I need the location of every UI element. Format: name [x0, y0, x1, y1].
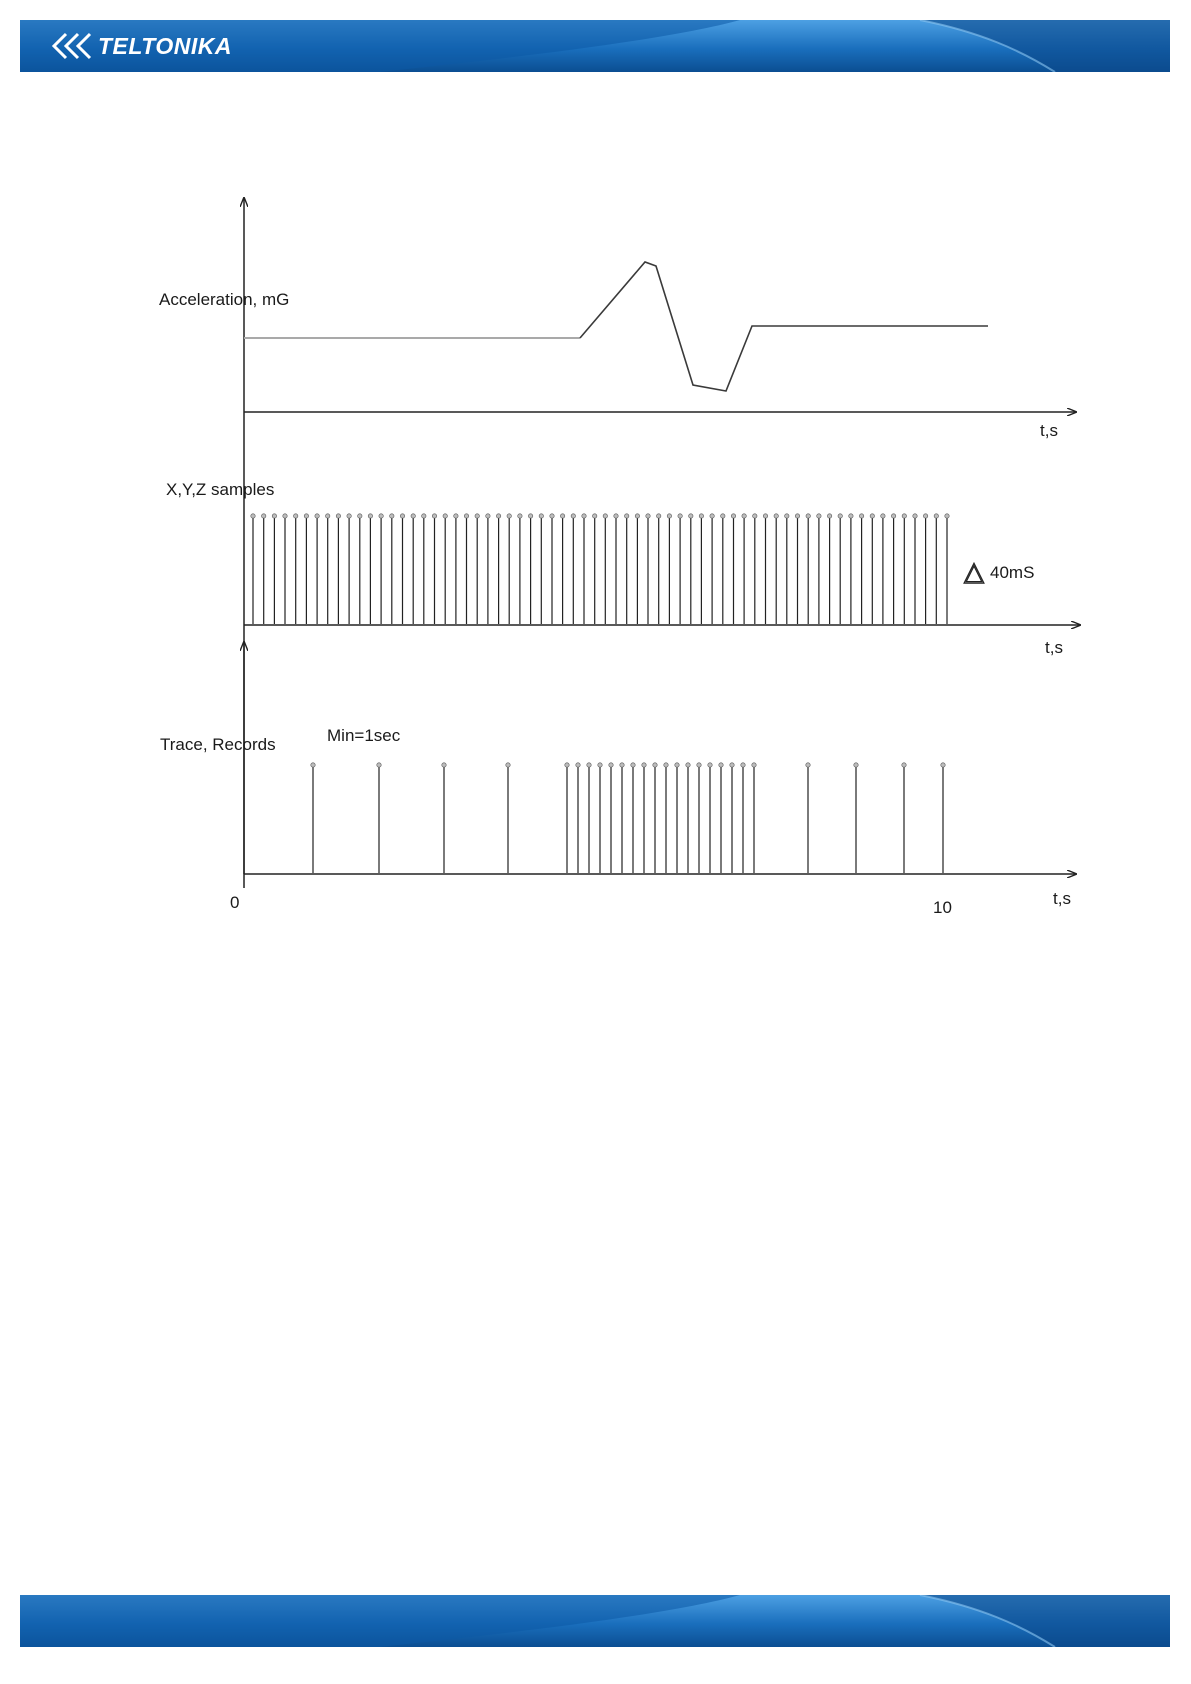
sample-stem-marker [432, 514, 436, 518]
sample-stem-marker [806, 514, 810, 518]
panel2-axis-label: t,s [1045, 638, 1063, 657]
sample-stem-marker [742, 514, 746, 518]
sample-stem-marker [347, 514, 351, 518]
sample-stem-marker [464, 514, 468, 518]
sample-stem-marker [379, 514, 383, 518]
sample-stem-marker [507, 514, 511, 518]
ten-seconds-tick-label: 10 [933, 898, 952, 917]
sample-stem-marker [368, 514, 372, 518]
record-stem-marker [741, 763, 745, 767]
min-interval-label: Min=1sec [327, 726, 401, 745]
record-stem-marker [598, 763, 602, 767]
sample-stem-marker [454, 514, 458, 518]
sample-stem-marker [550, 514, 554, 518]
sample-stem-marker [528, 514, 532, 518]
panel3-axis-label: t,s [1053, 889, 1071, 908]
sample-stem-marker [400, 514, 404, 518]
record-stem-marker [377, 763, 381, 767]
sample-stem-marker [870, 514, 874, 518]
record-stem-marker [609, 763, 613, 767]
sample-stem-marker [827, 514, 831, 518]
sample-stem-marker [272, 514, 276, 518]
record-stem-marker [653, 763, 657, 767]
sample-stem-marker [422, 514, 426, 518]
sample-stem-marker [721, 514, 725, 518]
sample-stem-marker [699, 514, 703, 518]
origin-tick-label: 0 [230, 893, 240, 912]
sample-stem-marker [443, 514, 447, 518]
sample-stem-marker [262, 514, 266, 518]
record-stem-marker [686, 763, 690, 767]
record-stem-marker [854, 763, 858, 767]
sample-stem-marker [817, 514, 821, 518]
sample-stem-marker [849, 514, 853, 518]
sample-stem-marker [913, 514, 917, 518]
sample-stem-marker [571, 514, 575, 518]
acceleration-peak-line [580, 262, 988, 391]
sample-stem-marker [774, 514, 778, 518]
sample-stem-marker [635, 514, 639, 518]
sample-stem-marker [881, 514, 885, 518]
panel1-axis-label: t,s [1040, 421, 1058, 440]
record-stem-marker [506, 763, 510, 767]
sample-stem-marker [358, 514, 362, 518]
record-stem-marker [730, 763, 734, 767]
sample-stem-marker [475, 514, 479, 518]
sample-interval-label: 40mS [990, 563, 1035, 582]
record-stem-marker [719, 763, 723, 767]
sample-stem-marker [625, 514, 629, 518]
acceleration-label: Acceleration, mG [159, 290, 290, 309]
record-stem-marker [708, 763, 712, 767]
sample-stem-marker [678, 514, 682, 518]
record-stem-marker [565, 763, 569, 767]
sample-stem-marker [582, 514, 586, 518]
sample-stem-marker [710, 514, 714, 518]
footer-band-graphic [20, 1595, 1170, 1647]
sample-stem-marker [614, 514, 618, 518]
record-stem-marker [806, 763, 810, 767]
sample-stem-marker [934, 514, 938, 518]
sample-stem-marker [411, 514, 415, 518]
record-stem-marker [311, 763, 315, 767]
sample-stem-marker [294, 514, 298, 518]
sample-stem-marker [593, 514, 597, 518]
sample-stem-marker [518, 514, 522, 518]
record-stem-marker [576, 763, 580, 767]
record-stem-marker [752, 763, 756, 767]
acceleration-panel [159, 262, 1076, 440]
sample-stem-marker [646, 514, 650, 518]
sample-stem-marker [859, 514, 863, 518]
sample-stem-marker [689, 514, 693, 518]
sample-stem-marker [304, 514, 308, 518]
sample-stem-marker [795, 514, 799, 518]
sample-stem-marker [560, 514, 564, 518]
sample-stem-marker [251, 514, 255, 518]
records-panel [160, 642, 1076, 917]
delta-icon: △ [964, 557, 984, 587]
sample-stem-marker [731, 514, 735, 518]
sample-stem-marker [336, 514, 340, 518]
record-stem-marker [902, 763, 906, 767]
sample-stem-marker [657, 514, 661, 518]
record-stem-marker [697, 763, 701, 767]
record-stem-marker [631, 763, 635, 767]
sample-stem-marker [603, 514, 607, 518]
record-stem-marker [620, 763, 624, 767]
sample-stem-marker [838, 514, 842, 518]
sample-stem-marker [496, 514, 500, 518]
records-label: Trace, Records [160, 735, 276, 754]
sample-stem-marker [945, 514, 949, 518]
sample-stem-marker [326, 514, 330, 518]
sample-stem-marker [891, 514, 895, 518]
sample-stem-marker [923, 514, 927, 518]
sample-stem-marker [667, 514, 671, 518]
sample-stem-marker [539, 514, 543, 518]
sample-stem-marker [283, 514, 287, 518]
sample-stem-marker [390, 514, 394, 518]
sample-stem-marker [486, 514, 490, 518]
record-stem-marker [675, 763, 679, 767]
sample-stem-marker [902, 514, 906, 518]
record-stem-marker [587, 763, 591, 767]
samples-panel [166, 480, 1080, 657]
sample-stem-marker [753, 514, 757, 518]
samples-label: X,Y,Z samples [166, 480, 275, 499]
record-stem-marker [664, 763, 668, 767]
sample-stem-marker [763, 514, 767, 518]
record-stem-marker [941, 763, 945, 767]
record-stem-marker [642, 763, 646, 767]
sample-stem-marker [785, 514, 789, 518]
sample-stem-marker [315, 514, 319, 518]
brand-name: TELTONIKA [98, 32, 232, 59]
footer-band [20, 1595, 1170, 1647]
record-stem-marker [442, 763, 446, 767]
